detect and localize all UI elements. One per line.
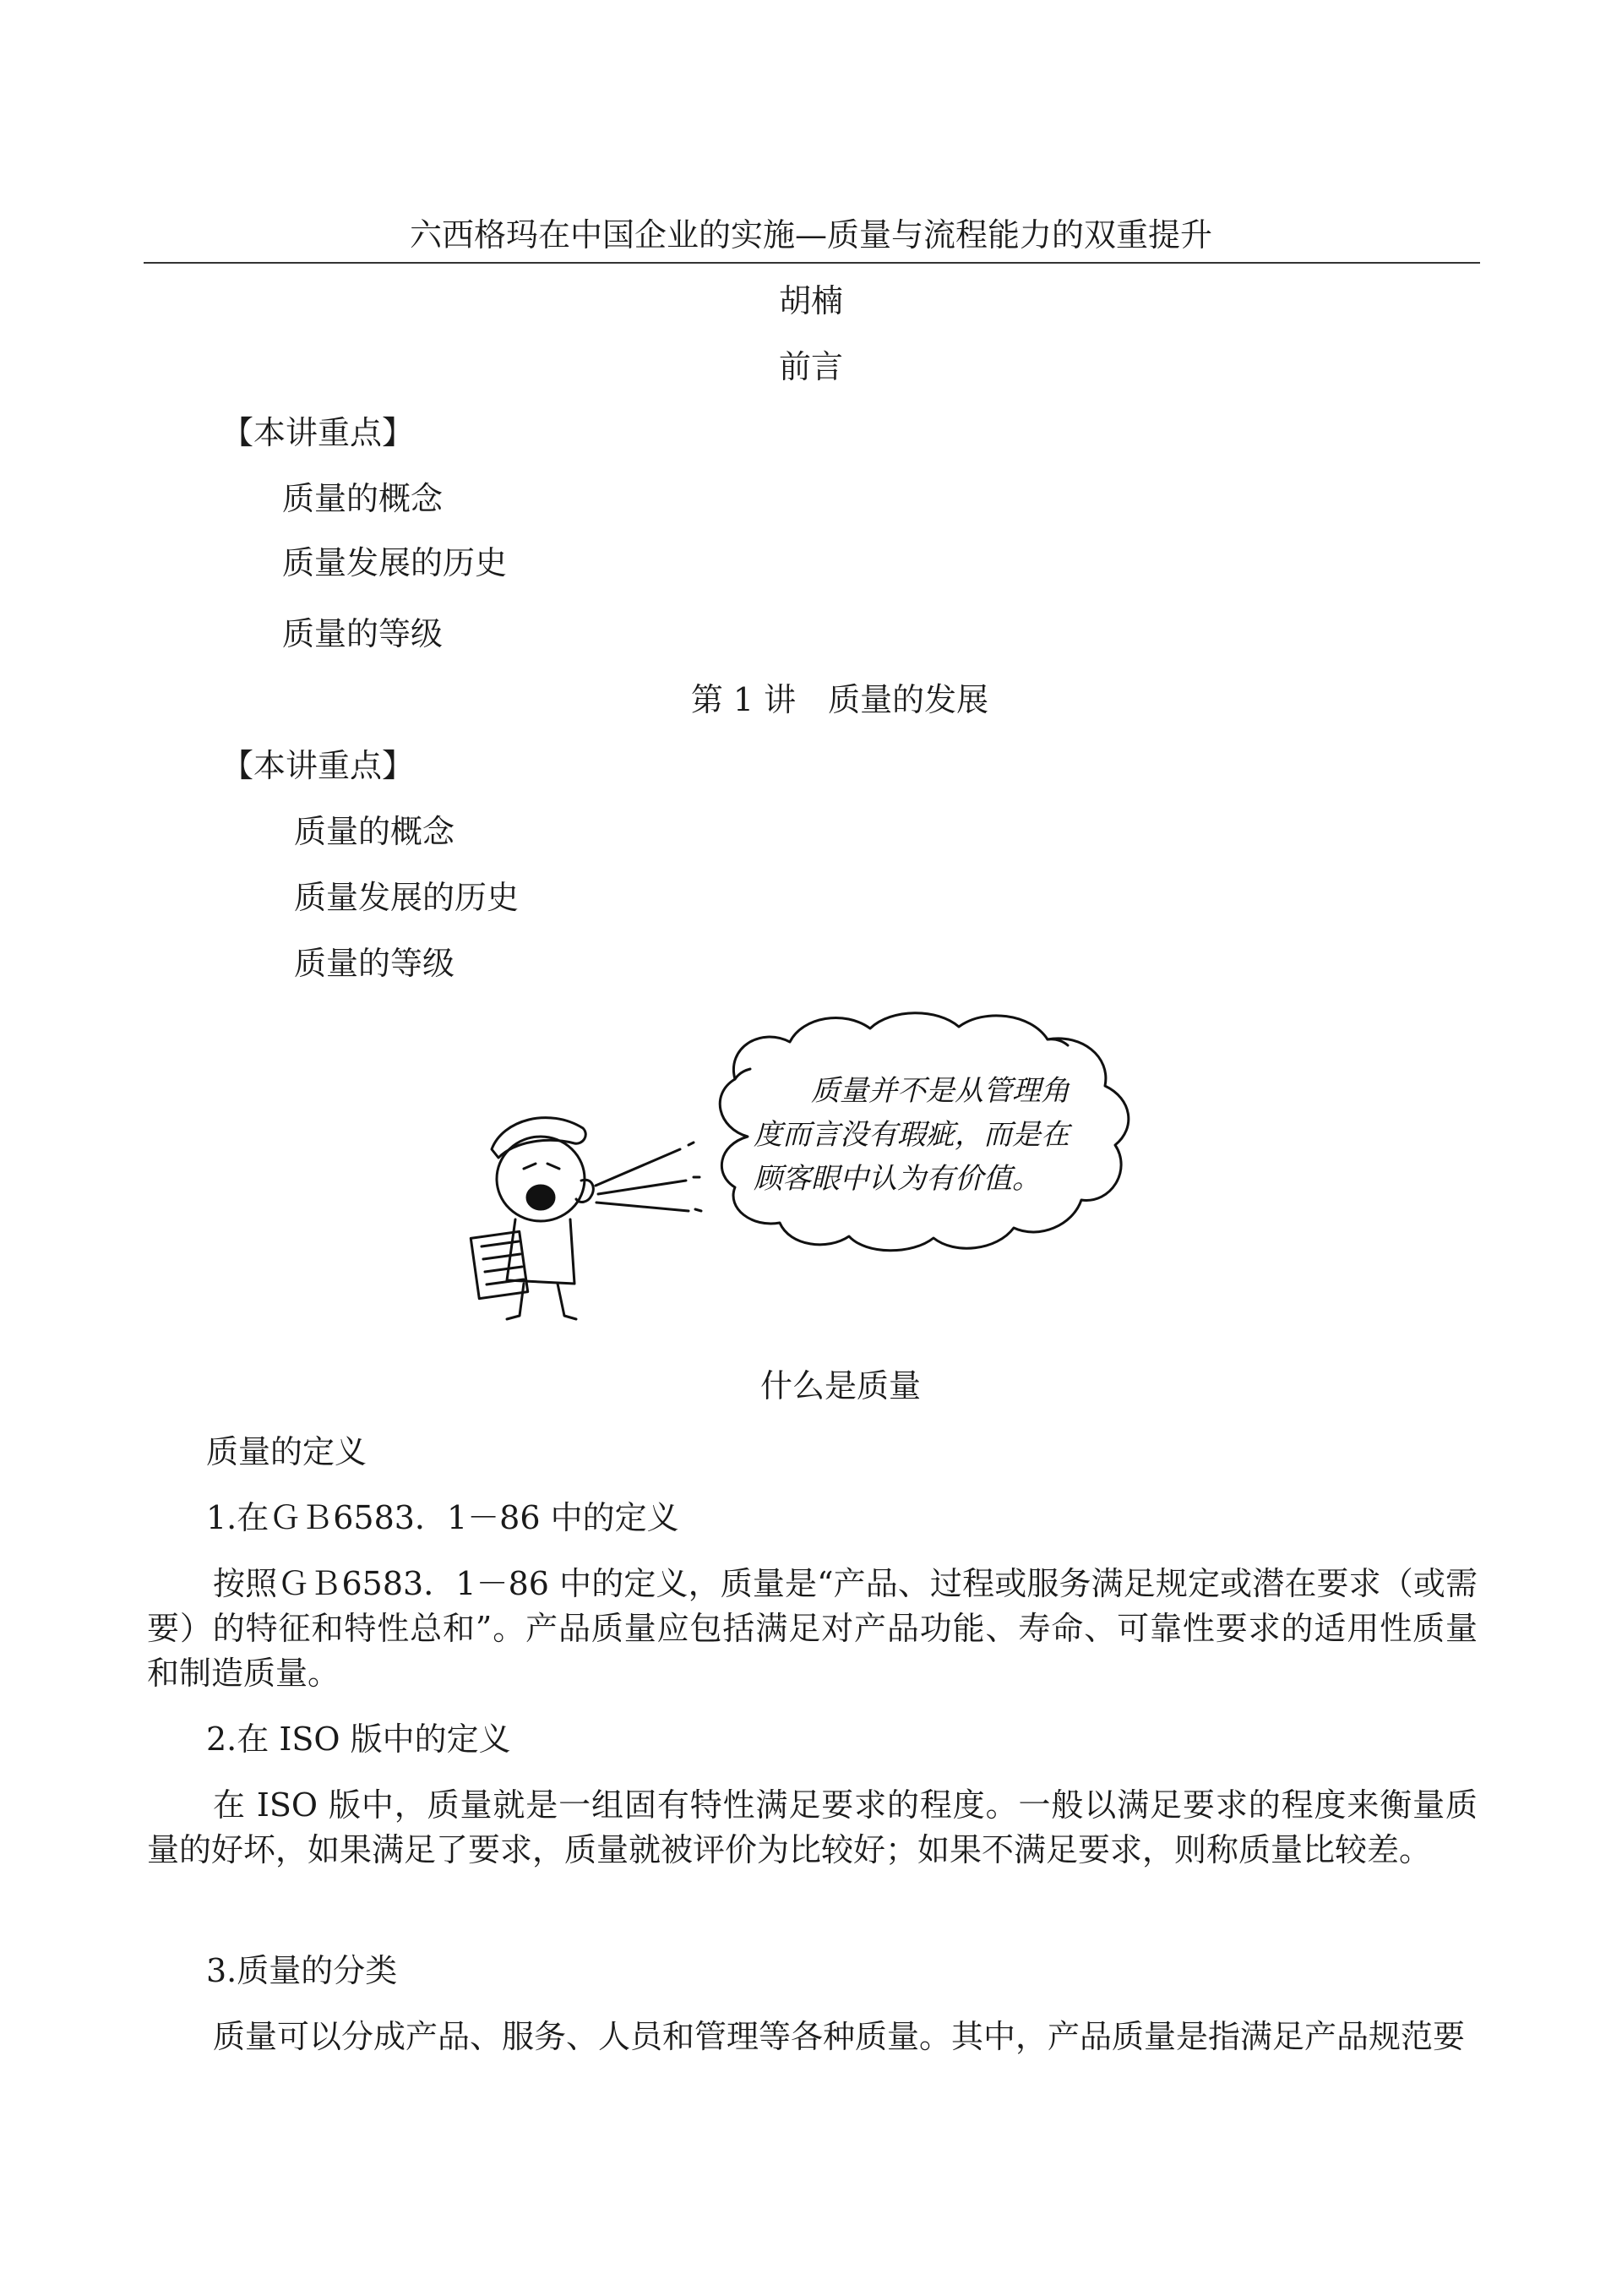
bubble-text-line: 顾客眼中认为有价值。 xyxy=(754,1162,1041,1196)
focus-heading: 【本讲重点】 xyxy=(221,747,415,784)
focus-item: 质量的等级 xyxy=(282,615,444,652)
cartoon-illustration xyxy=(456,1001,1216,1339)
focus-item: 质量的等级 xyxy=(294,945,455,982)
subsection-title: 1.在ＧＢ6583．1－86 中的定义 xyxy=(206,1499,679,1536)
preface-heading: 前言 xyxy=(778,348,843,385)
focus-item: 质量发展的历史 xyxy=(282,544,508,581)
title-underline xyxy=(144,262,1480,264)
document-title: 六西格玛在中国企业的实施—质量与流程能力的双重提升 xyxy=(409,216,1212,254)
paragraph: 按照ＧＢ6583．1－86 中的定义，质量是“产品、过程或服务满足规定或潜在要求（或需要）的特征和特性总和”。产品质量应包括满足对产品功能、寿命、可靠性要求的适用性质量和制造质量。 xyxy=(147,1565,1478,1692)
section-title: 什么是质量 xyxy=(759,1367,921,1404)
paragraph: 质量可以分成产品、服务、人员和管理等各种质量。其中，产品质量是指满足产品规范要 xyxy=(213,2018,1466,2055)
author-name: 胡楠 xyxy=(778,282,843,319)
lecture-title: 第 1 讲 质量的发展 xyxy=(690,681,989,718)
subsection-title: 3.质量的分类 xyxy=(206,1952,398,1989)
definition-heading: 质量的定义 xyxy=(206,1433,367,1470)
bubble-text-line: 度而言没有瑕疵，而是在 xyxy=(754,1118,1070,1152)
bubble-text-line: 质量并不是从管理角 xyxy=(811,1074,1070,1108)
subsection-title: 2.在 ISO 版中的定义 xyxy=(206,1721,511,1758)
focus-item: 质量的概念 xyxy=(282,480,444,517)
focus-heading: 【本讲重点】 xyxy=(221,414,415,451)
focus-item: 质量的概念 xyxy=(294,813,455,850)
paragraph: 在 ISO 版中，质量就是一组固有特性满足要求的程度。一般以满足要求的程度来衡量质量的好坏，如果满足了要求，质量就被评价为比较好；如果不满足要求，则称质量比较差。 xyxy=(147,1786,1478,1868)
focus-item: 质量发展的历史 xyxy=(294,879,520,916)
